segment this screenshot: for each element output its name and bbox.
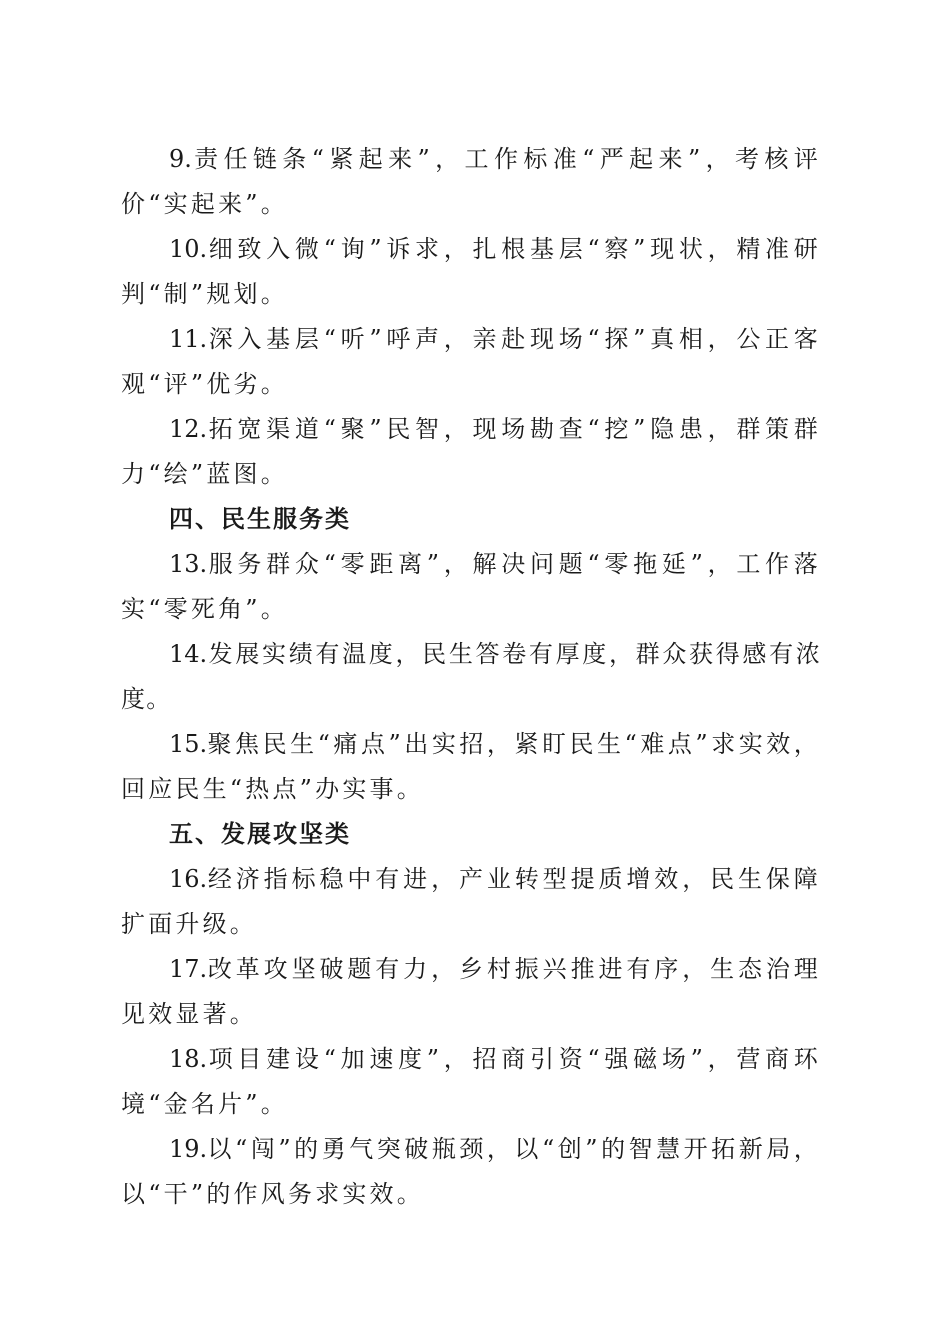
item-number: 16. [169,865,208,893]
document-page [121,137,821,1217]
item-text: 改革攻坚破题有力，乡村振兴推进有序，生态治理见效显著。 [121,955,821,1028]
item-text: 深入基层“听”呼声，亲赴现场“探”真相，公正客观“评”优劣。 [121,325,821,398]
section-heading-5: 五、发展攻坚类 [169,820,351,848]
list-item-19 [121,1127,821,1217]
item-number: 11. [169,325,208,353]
item-number: 10. [169,235,208,263]
item-text: 发展实绩有温度，民生答卷有厚度，群众获得感有浓度。 [121,640,821,713]
list-item-15 [121,722,821,812]
list-item-18 [121,1037,821,1127]
list-item-12 [121,407,821,497]
item-text: 细致入微“询”诉求，扎根基层“察”现状，精准研判“制”规划。 [121,235,821,308]
item-number: 17. [169,955,208,983]
list-item-10 [121,227,821,317]
section-heading-4: 四、民生服务类 [169,505,351,533]
list-item-16 [121,857,821,947]
item-text: 拓宽渠道“聚”民智，现场勘查“挖”隐患，群策群力“绘”蓝图。 [121,415,821,488]
item-number: 12. [169,415,208,443]
item-number: 15. [169,730,208,758]
item-number: 19. [169,1135,208,1163]
list-item-11 [121,317,821,407]
item-text: 以“闯”的勇气突破瓶颈，以“创”的智慧开拓新局，以“干”的作风务求实效。 [121,1135,821,1208]
item-number: 13. [169,550,208,578]
list-item-17 [121,947,821,1037]
item-text: 服务群众“零距离”，解决问题“零拖延”，工作落实“零死角”。 [121,550,821,623]
list-item-13 [121,542,821,632]
item-number: 18. [169,1045,208,1073]
item-text: 项目建设“加速度”，招商引资“强磁场”，营商环境“金名片”。 [121,1045,821,1118]
list-item-14 [121,632,821,722]
list-item-9 [121,137,821,227]
item-number: 9. [169,145,192,173]
item-text: 聚焦民生“痛点”出实招，紧盯民生“难点”求实效，回应民生“热点”办实事。 [121,730,821,803]
item-text: 责任链条“紧起来”，工作标准“严起来”，考核评价“实起来”。 [121,145,821,218]
item-number: 14. [169,640,208,668]
item-text: 经济指标稳中有进，产业转型提质增效，民生保障扩面升级。 [121,865,821,938]
